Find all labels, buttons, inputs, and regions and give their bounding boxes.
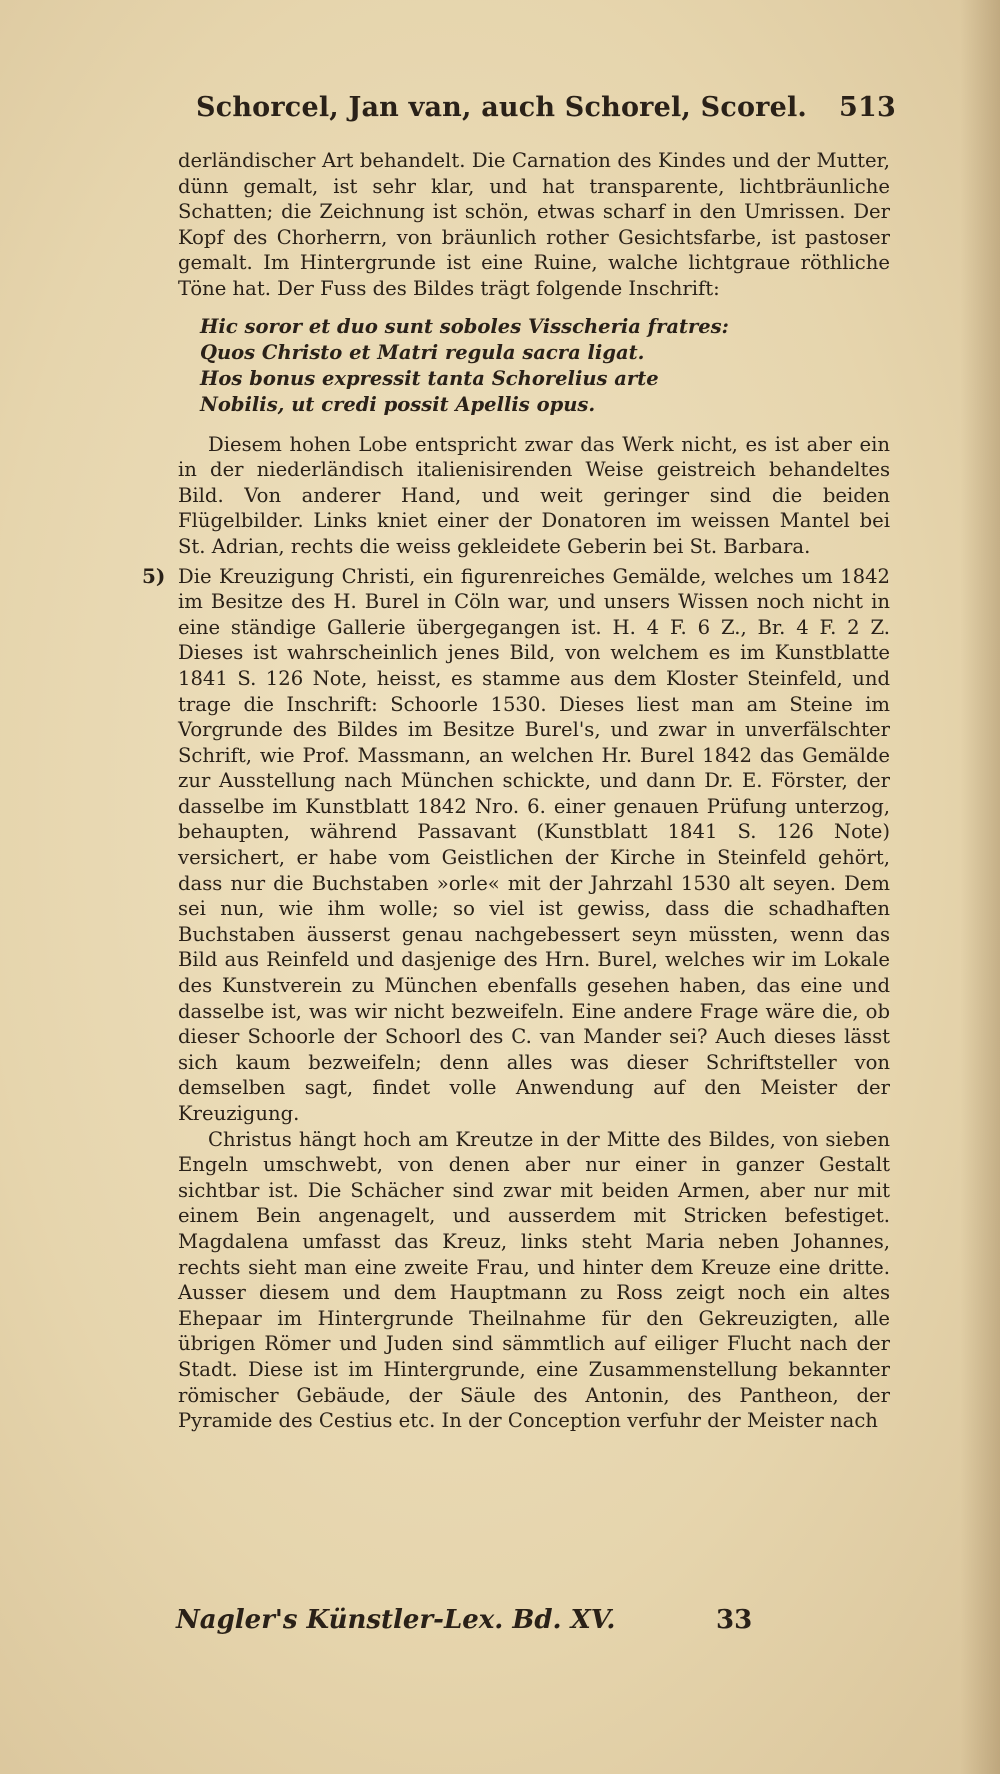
paragraph-christus: Christus hängt hoch am Kreutze in der Mitte des Bildes, von sieben Engeln umschwebt, von denen aber nur einer in ganzer Gestalt sichtbar ist. Die Schächer sind zwar mit beiden Armen, aber nur mit einem Bein angenagelt, und ausserdem mit Stricken befestiget. Magdalena umfasst das Kreuz, links steht Maria neben Johannes, rechts sieht man eine zweite Frau, und hinter dem Kreuze eine dritte. Ausser diesem und dem Hauptmann zu Ross zeigt noch ein altes Ehepaar im Hintergrunde Theilnahme für den Gekreuzigten, alle übrigen Römer und Juden sind sämmtlich auf eiliger Flucht nach der Stadt. Diese ist im Hintergrunde, eine Zusammenstellung bekannter römischer Gebäude, der Säule des Antonin, des Pantheon, der Pyramide des Cestius etc. In der Conception verfuhr der Meister nach bbox=[178, 1127, 890, 1433]
page-number: 513 bbox=[839, 92, 896, 123]
signature-line: Nagler's Künstler-Lex. Bd. XV. bbox=[176, 1605, 616, 1635]
numbered-item-5 bbox=[142, 563, 890, 1127]
item-number: 5) bbox=[142, 563, 166, 588]
body-text bbox=[142, 148, 890, 1434]
sheet-number: 33 bbox=[716, 1605, 753, 1635]
paragraph-praise: Diesem hohen Lobe entspricht zwar das Werk nicht, es ist aber ein in der niederländisch italienisirenden Weise geistreich behandeltes Bild. Von anderer Hand, und weit geringer sind die beiden Flügelbilder. Links kniet einer der Donatoren im weissen Mantel bei St. Adrian, rechts die weiss gekleidete Geberin bei St. Barbara. bbox=[178, 432, 890, 558]
verse-line: Quos Christo et Matri regula sacra ligat. bbox=[200, 340, 645, 364]
item-text: Die Kreuzigung Christi, ein figurenreiches Gemälde, welches um 1842 im Besitze des H. Burel in Cöln war, und unsers Wissen noch nicht in eine ständige Gallerie übergegangen ist. H. 4 F. 6 Z., Br. 4 F. 2 Z. Dieses ist wahrscheinlich jenes Bild, von welchem es im Kunstblatte 1841 S. 126 Note, heisst, es stamme aus dem Kloster Steinfeld, und trage die Inschrift: Schoorle 1530. Dieses liest man am Steine im Vorgrunde des Bildes im Besitze Burel's, und zwar in unverfälschter Schrift, wie Prof. Massmann, an welchen Hr. Burel 1842 das Gemälde zur Ausstellung nach München schickte, und dann Dr. E. Förster, der dasselbe im Kunstblatt 1842 Nro. 6. einer genauen Prüfung unterzog, behaupten, während Passavant (Kunstblatt 1841 S. 126 Note) versichert, er habe vom Geistlichen der Kirche in Steinfeld gehört, dass nur die Buchstaben »orle« mit der Jahrzahl 1530 alt seyen. Dem sei nun, wie ihm wolle; so viel ist gewiss, dass die schadhaften Buchstaben äusserst genau nachgebessert seyn müssten, wenn das Bild aus Reinfeld und dasjenige des Hrn. Burel, welches wir im Lokale des Kunstverein zu München ebenfalls gesehen haben, das eine und dasselbe ist, was wir nicht bezweifeln. Eine andere Frage wäre die, ob dieser Schoorle der Schoorl des C. van Mander sei? Auch dieses lässt sich kaum bezweifeln; denn alles was dieser Schriftsteller von demselben sagt, findet volle Anwendung auf den Meister der Kreuzigung. bbox=[178, 564, 890, 1125]
verse-line: Hic soror et duo sunt soboles Visscheria fratres: bbox=[200, 314, 729, 338]
paragraph-continued: derländischer Art behandelt. Die Carnation des Kindes und der Mutter, dünn gemalt, ist sehr klar, und hat transparente, lichtbräunliche Schatten; die Zeichnung ist schön, etwas scharf in den Umrissen. Der Kopf des Chorherrn, von bräunlich rother Gesichtsfarbe, ist pastoser gemalt. Im Hintergrunde ist eine Ruine, walche lichtgraue röthliche Töne hat. Der Fuss des Bildes trägt folgende Inschrift: bbox=[178, 149, 890, 300]
latin-inscription bbox=[200, 314, 890, 418]
verse-line: Nobilis, ut credi possit Apellis opus. bbox=[200, 392, 596, 416]
verse-line: Hos bonus expressit tanta Schorelius arte bbox=[200, 366, 659, 390]
page-edge-shadow bbox=[960, 0, 1000, 1774]
running-title: Schorcel, Jan van, auch Schorel, Scorel. bbox=[196, 92, 808, 123]
